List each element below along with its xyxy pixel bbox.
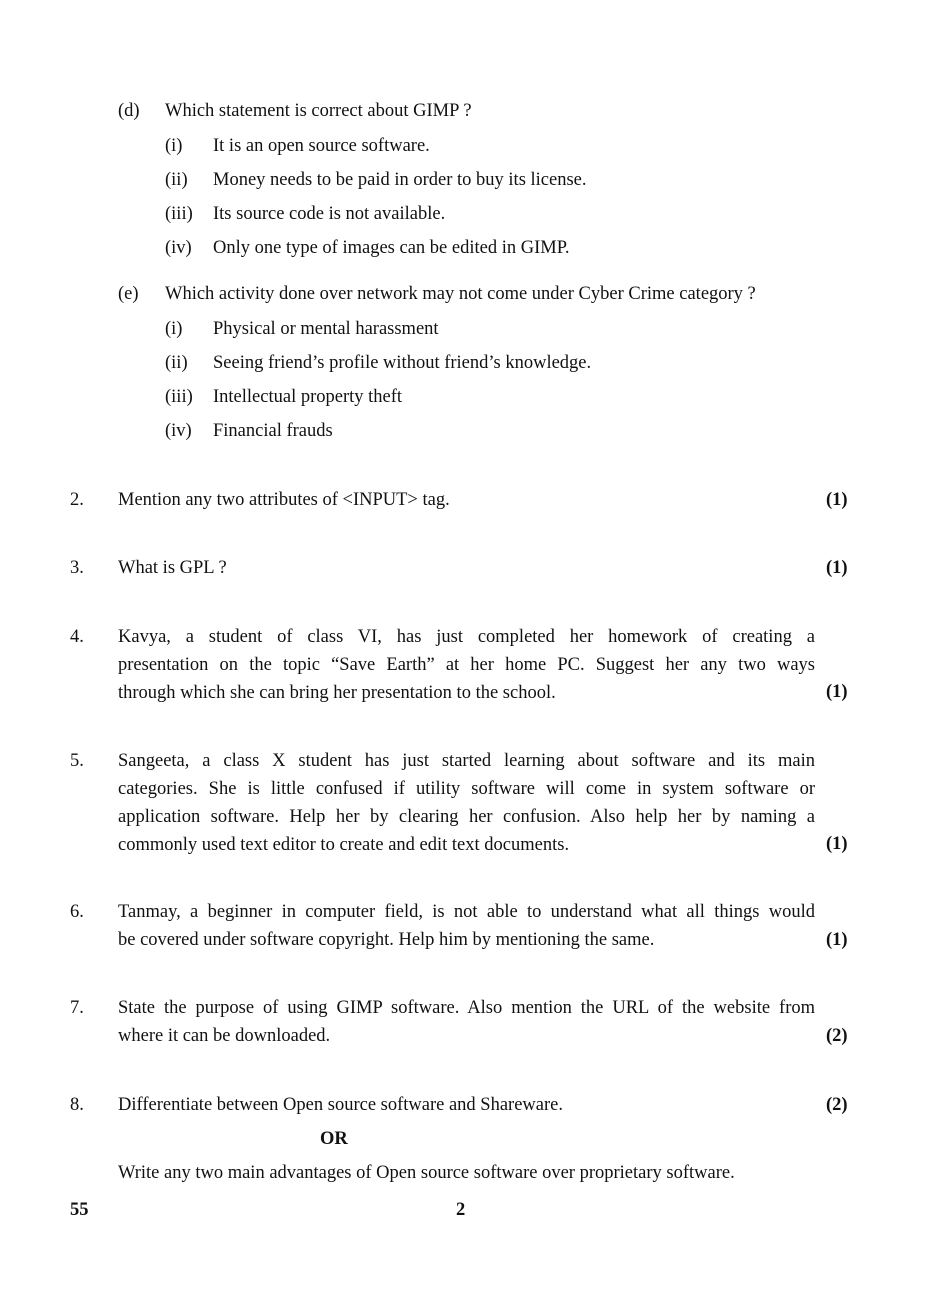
text-line: presentation on the topic “Save Earth” at her home PC. Suggest her any two ways (118, 655, 815, 675)
question-number: 8. (70, 1095, 84, 1115)
question-text (118, 994, 815, 1050)
option-text: Financial frauds (213, 421, 333, 441)
part-e-label: (e) (118, 284, 139, 304)
text-line: Sangeeta, a class X student has just started learning about software and its main (118, 751, 815, 771)
option-text: Its source code is not available. (213, 204, 446, 224)
option-label: (ii) (165, 170, 188, 190)
text-line: categories. She is little confused if utility software will come in system software or (118, 779, 815, 799)
paper-code: 55 (70, 1200, 89, 1220)
option-text: It is an open source software. (213, 136, 430, 156)
question-number: 2. (70, 490, 84, 510)
question-text (118, 898, 815, 954)
marks: (1) (826, 490, 848, 510)
question-text (118, 747, 815, 859)
marks: (1) (826, 834, 848, 854)
marks: (1) (826, 930, 848, 950)
option-label: (i) (165, 136, 183, 156)
text-line: be covered under software copyright. Help him by mentioning the same. (118, 930, 655, 950)
or-separator: OR (320, 1129, 348, 1149)
text-line: through which she can bring her presentation to the school. (118, 683, 556, 703)
text-line: Kavya, a student of class VI, has just completed her homework of creating a (118, 627, 815, 647)
option-label: (iv) (165, 421, 192, 441)
option-text: Seeing friend’s profile without friend’s knowledge. (213, 353, 592, 373)
part-d-label: (d) (118, 101, 140, 121)
option-label: (ii) (165, 353, 188, 373)
question-text: What is GPL ? (118, 558, 227, 578)
option-text: Money needs to be paid in order to buy its license. (213, 170, 587, 190)
question-text: Mention any two attributes of <INPUT> tag. (118, 490, 450, 510)
option-label: (i) (165, 319, 183, 339)
question-number: 6. (70, 902, 84, 922)
marks: (2) (826, 1095, 848, 1115)
text-line: where it can be downloaded. (118, 1026, 331, 1046)
option-text: Physical or mental harassment (213, 319, 439, 339)
alternative-question-text: Write any two main advantages of Open source software over proprietary software. (118, 1163, 735, 1183)
marks: (2) (826, 1026, 848, 1046)
text-line: commonly used text editor to create and edit text documents. (118, 835, 570, 855)
text-line: State the purpose of using GIMP software. Also mention the URL of the website from (118, 998, 815, 1018)
question-text: Differentiate between Open source software and Shareware. (118, 1095, 563, 1115)
question-number: 5. (70, 751, 84, 771)
option-label: (iii) (165, 204, 193, 224)
option-text: Only one type of images can be edited in GIMP. (213, 238, 570, 258)
question-number: 7. (70, 998, 84, 1018)
marks: (1) (826, 558, 848, 578)
option-label: (iv) (165, 238, 192, 258)
option-label: (iii) (165, 387, 193, 407)
question-number: 3. (70, 558, 84, 578)
question-number: 4. (70, 627, 84, 647)
text-line: Tanmay, a beginner in computer field, is not able to understand what all things would (118, 902, 815, 922)
option-text: Intellectual property theft (213, 387, 403, 407)
text-line: application software. Help her by clearing her confusion. Also help her by naming a (118, 807, 815, 827)
part-d-stem: Which statement is correct about GIMP ? (165, 101, 472, 121)
marks: (1) (826, 682, 848, 702)
question-text (118, 623, 815, 707)
part-e-stem: Which activity done over network may not come under Cyber Crime category ? (165, 284, 756, 304)
page-number: 2 (456, 1200, 466, 1220)
